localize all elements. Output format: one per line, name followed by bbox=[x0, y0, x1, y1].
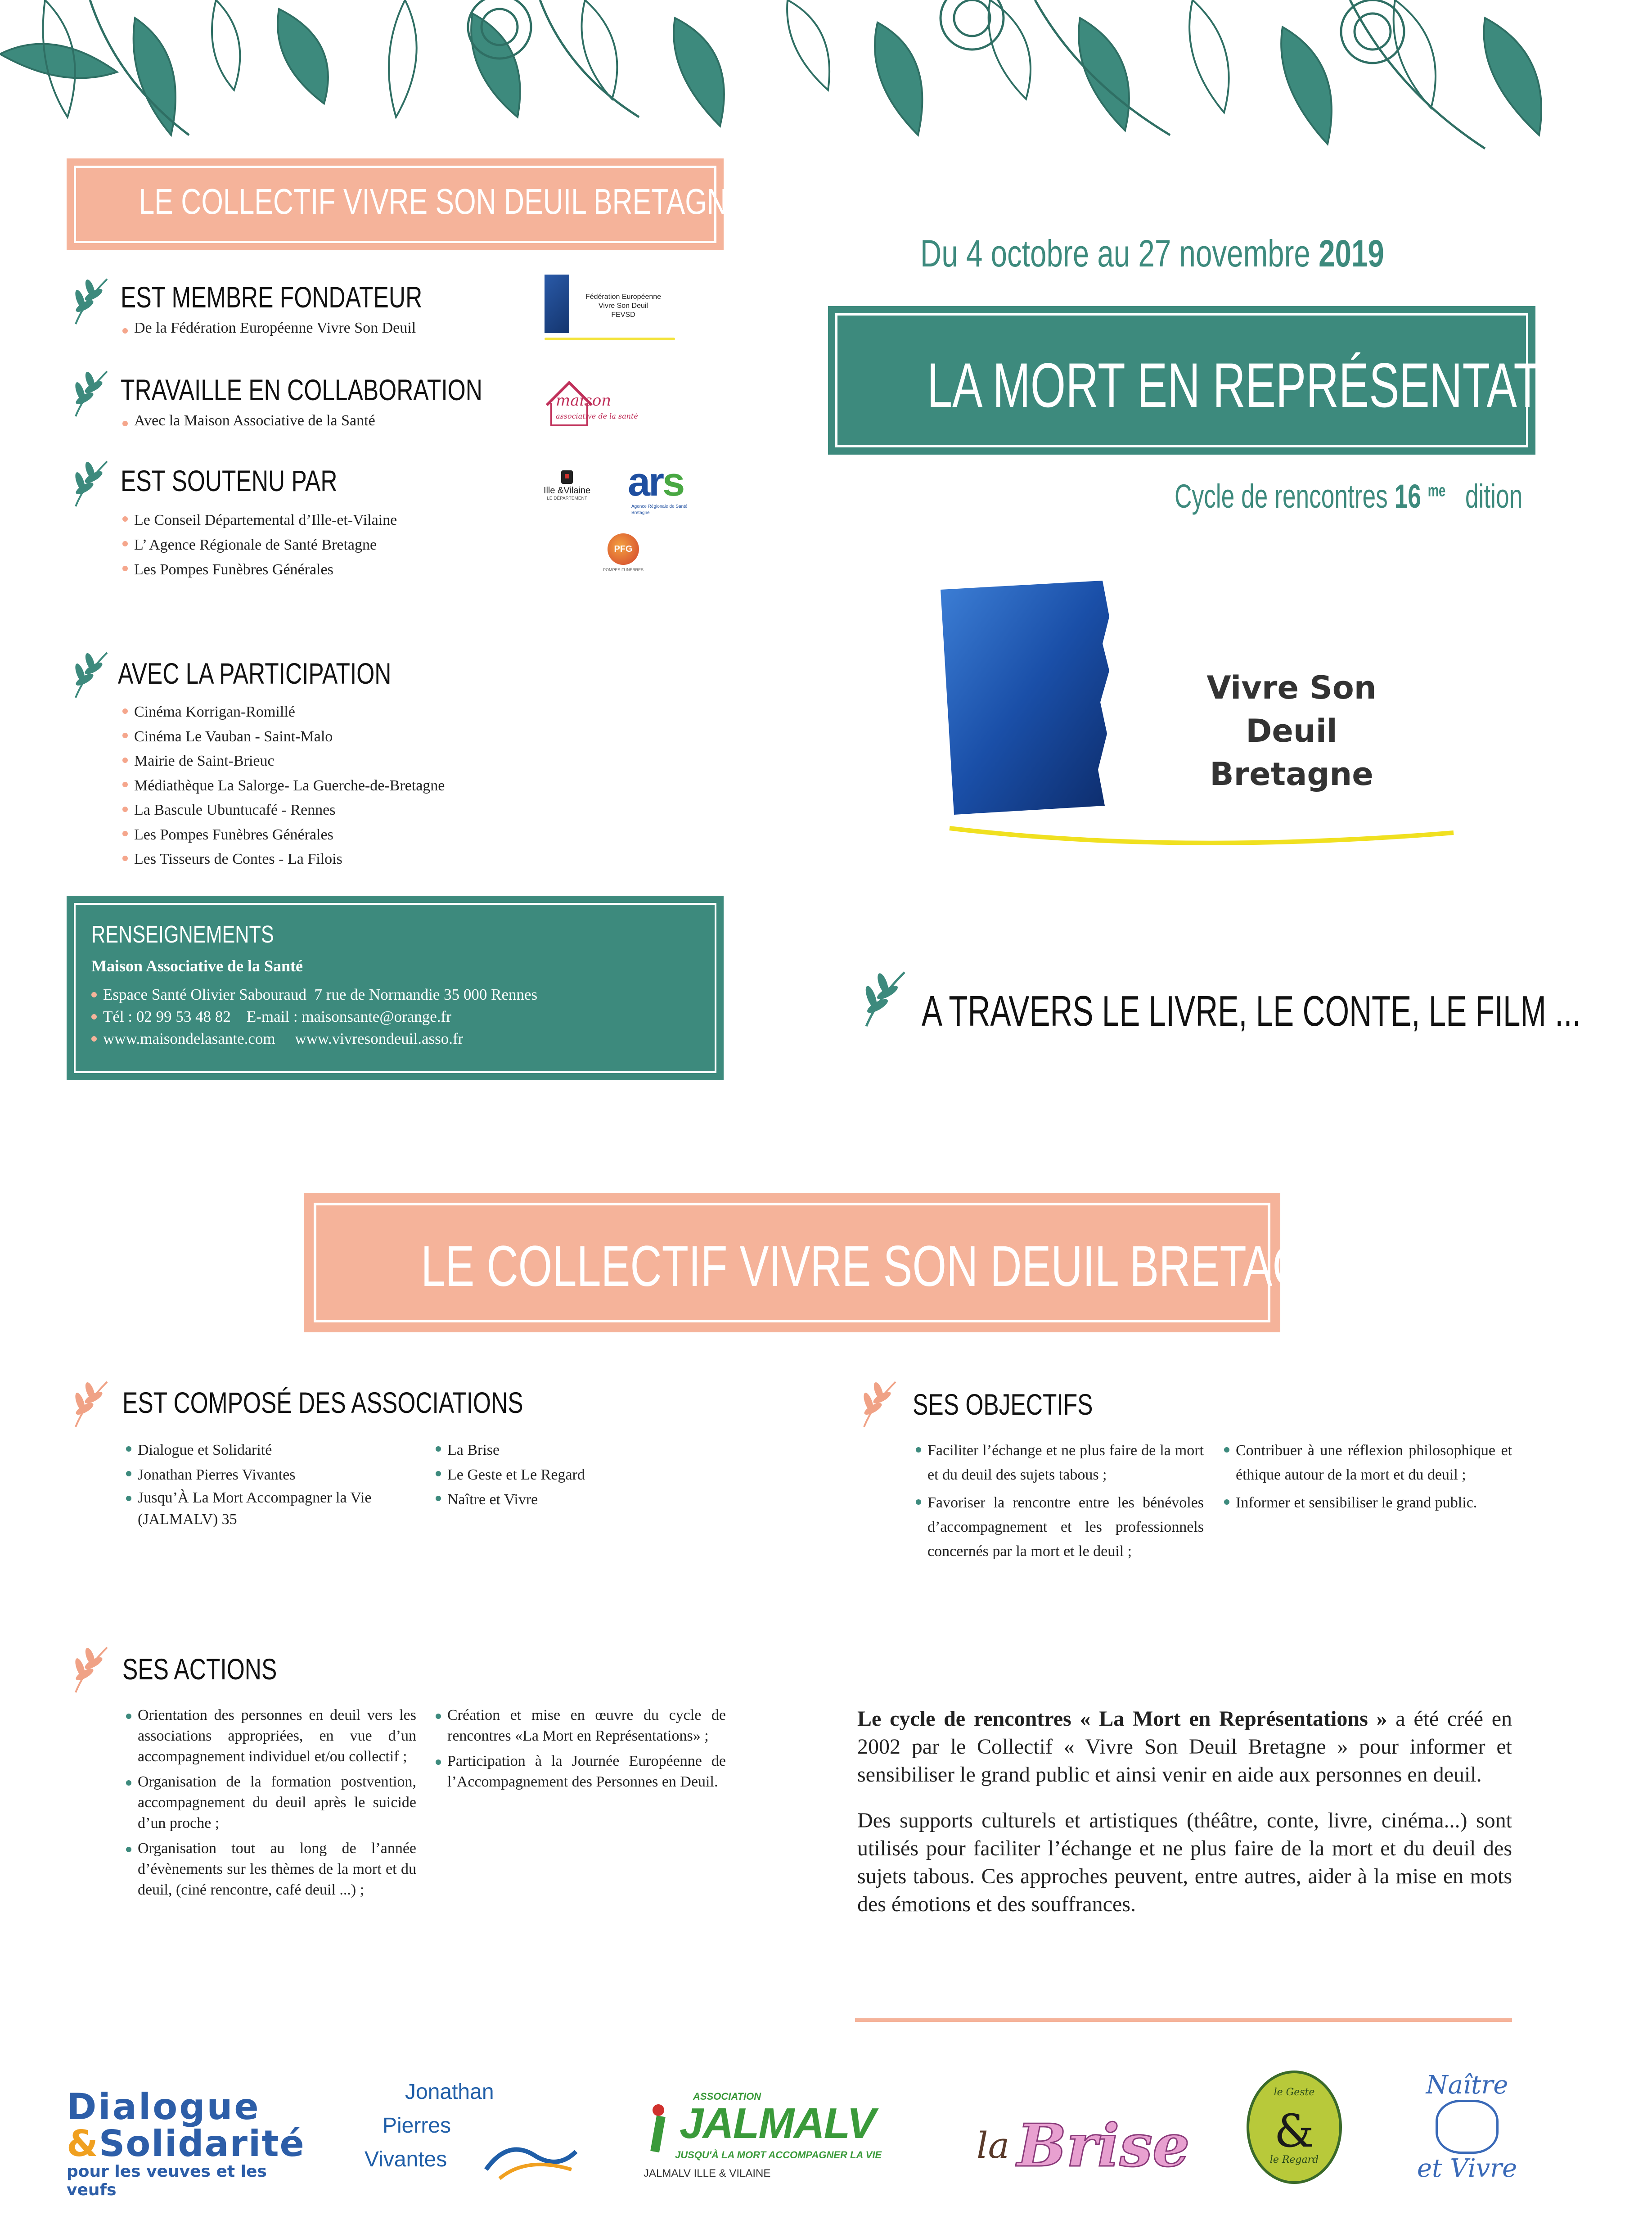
renseignements-box bbox=[67, 896, 724, 1080]
dialogue-line1: Dialogue bbox=[67, 2086, 261, 2128]
list-item: Jonathan Pierres Vivantes bbox=[126, 1462, 423, 1487]
contact-line[interactable]: Tél : 02 99 53 48 82 E-mail : maisonsante@orange.fr bbox=[91, 1006, 537, 1028]
address-line: Espace Santé Olivier Sabouraud 7 rue de Normandie 35 000 Rennes bbox=[91, 983, 537, 1006]
list-item: Dialogue et Solidarité bbox=[126, 1438, 423, 1462]
description-p2: Des supports culturels et artistiques (théâtre, conte, livre, cinéma...) sont utilisés pour faciliter l’échange et ne plus faire de la mort et du deuil des sujets tabous. Ces approches peuvent, entre autres, aider à la mise en mots des émotions et des souffrances. bbox=[857, 1809, 1512, 1916]
jonathan-j: Jonathan bbox=[405, 2080, 494, 2104]
jalmalv-assoc: ASSOCIATION bbox=[693, 2091, 761, 2102]
ille-vilaine-logo bbox=[538, 470, 596, 515]
objectifs-col2 bbox=[1224, 1439, 1512, 1515]
fevsd-logo bbox=[545, 275, 680, 342]
pfg-line1: POMPES FUNÈBRES bbox=[603, 568, 644, 572]
section-heading-collaboration: TRAVAILLE EN COLLABORATION bbox=[121, 373, 482, 406]
list-item: La Brise bbox=[436, 1438, 661, 1462]
maison-line2: associative de la santé bbox=[556, 412, 638, 420]
list-item: Mairie de Saint-Brieuc bbox=[122, 749, 445, 774]
fevsd-line1: Fédération Européenne bbox=[585, 293, 662, 301]
jonathan-v: Vivantes bbox=[365, 2147, 447, 2171]
top-banner-title: LE COLLECTIF VIVRE SON DEUIL BRETAGNE bbox=[139, 181, 746, 221]
middle-banner-title: LE COLLECTIF VIVRE SON DEUIL BRETAGNE bbox=[421, 1234, 1368, 1299]
fevsd-line3: FEVSD bbox=[611, 311, 635, 319]
participation-list bbox=[122, 700, 445, 872]
leaf-icon bbox=[67, 275, 112, 329]
travers-heading: A TRAVERS LE LIVRE, LE CONTE, LE FILM ... bbox=[922, 987, 1581, 1035]
jalmalv-tagline: JUSQU'À LA MORT ACCOMPAGNER LA VIE bbox=[675, 2149, 882, 2161]
main-logo-line2: Bretagne bbox=[1210, 756, 1373, 793]
divider bbox=[855, 2018, 1512, 2022]
section-heading-objectifs: SES OBJECTIFS bbox=[913, 1388, 1093, 1421]
list-item: Faciliter l’échange et ne plus faire de la mort et du deuil des sujets tabous ; bbox=[916, 1439, 1204, 1487]
dialogue-line2: Solidarité bbox=[99, 2123, 305, 2165]
cycle-line bbox=[1175, 477, 1522, 515]
list-item: La Bascule Ubuntucafé - Rennes bbox=[122, 798, 445, 823]
jalmalv-sub: JALMALV ILLE & VILAINE bbox=[644, 2167, 771, 2179]
geste-line2: le Regard bbox=[1269, 2154, 1319, 2165]
website-line[interactable]: www.maisondelasante.com www.vivresondeuil.asso.fr bbox=[91, 1028, 537, 1050]
compose-col2 bbox=[436, 1438, 661, 1512]
section-heading-actions: SES ACTIONS bbox=[122, 1652, 277, 1686]
geste-line1: le Geste bbox=[1274, 2087, 1315, 2098]
section-heading-participation: AVEC LA PARTICIPATION bbox=[118, 657, 392, 690]
event-title: LA MORT EN REPRÉSENTATIONS bbox=[927, 350, 1652, 420]
top-banner bbox=[67, 158, 746, 250]
ars-logo: ars Agence Régionale de Santé Bretagne bbox=[628, 460, 688, 515]
list-item: Naître et Vivre bbox=[436, 1487, 661, 1512]
list-item: Orientation des personnes en deuil vers les associations appropriées, en vue d’un accompagnement individuel et/ou collectif ; bbox=[126, 1705, 416, 1767]
naitre-line2: et Vivre bbox=[1417, 2154, 1517, 2183]
maison-line1: maison bbox=[556, 392, 612, 410]
renseignements-org: Maison Associative de la Santé bbox=[91, 957, 303, 975]
jalmalv-logo bbox=[644, 2091, 914, 2185]
renseignements-heading: RENSEIGNEMENTS bbox=[91, 921, 274, 948]
ille-line1: Ille &Vilaine bbox=[543, 486, 591, 496]
list-item: L’ Agence Régionale de Santé Bretagne bbox=[122, 532, 397, 557]
main-logo-line1: Vivre Son Deuil bbox=[1206, 669, 1377, 749]
section-heading-compose: EST COMPOSÉ DES ASSOCIATIONS bbox=[122, 1386, 523, 1419]
geste-regard-logo: le Geste & le Regard bbox=[1247, 2071, 1346, 2188]
naitre-line1: Naître bbox=[1426, 2071, 1508, 2100]
jalmalv-name: JALMALV bbox=[680, 2099, 875, 2147]
list-item: Les Pompes Funèbres Générales bbox=[122, 823, 445, 848]
compose-col1 bbox=[126, 1438, 423, 1530]
dialogue-logo bbox=[67, 2086, 319, 2199]
fevsd-line2: Vivre Son Deuil bbox=[599, 302, 648, 310]
actions-col2 bbox=[436, 1705, 726, 1792]
list-item: Création et mise en œuvre du cycle de rencontres «La Mort en Représentations» ; bbox=[436, 1705, 726, 1746]
event-dates-prefix: Du 4 octobre au 27 novembre bbox=[920, 232, 1319, 275]
list-item: Avec la Maison Associative de la Santé bbox=[122, 412, 375, 429]
section-heading-fondateur: EST MEMBRE FONDATEUR bbox=[121, 280, 423, 314]
list-item: Informer et sensibiliser le grand public. bbox=[1224, 1491, 1512, 1515]
collaboration-list bbox=[122, 412, 375, 429]
middle-banner bbox=[304, 1193, 1368, 1332]
leaf-icon bbox=[855, 968, 909, 1031]
description-p1-rest: a été créé en 2002 par le Collectif « Vivre Son Deuil Bretagne » pour informer et sensibiliser le grand public et ainsi venir en aide aux personnes en deuil. bbox=[857, 1707, 1512, 1786]
vivre-son-deuil-logo bbox=[932, 581, 1472, 869]
renseignements-list bbox=[91, 983, 537, 1050]
brise-word: Brise bbox=[1017, 2111, 1190, 2180]
list-item: Les Tisseurs de Contes - La Filois bbox=[122, 847, 445, 872]
section-heading-soutenu: EST SOUTENU PAR bbox=[121, 464, 338, 497]
description-p1 bbox=[857, 1705, 1512, 1789]
fondateur-list bbox=[122, 320, 416, 337]
event-year: 2019 bbox=[1319, 232, 1384, 275]
description-lead: Le cycle de rencontres « La Mort en Représentations » bbox=[857, 1707, 1387, 1731]
list-item: Cinéma Korrigan-Romillé bbox=[122, 700, 445, 725]
naitre-vivre-logo bbox=[1413, 2071, 1521, 2192]
leaf-icon bbox=[67, 457, 112, 511]
leaf-icon bbox=[67, 1643, 112, 1697]
cycle-sup: me bbox=[1427, 481, 1446, 501]
list-item: Le Geste et Le Regard bbox=[436, 1462, 661, 1487]
list-item: Cinéma Le Vauban - Saint-Malo bbox=[122, 725, 445, 749]
list-item: Médiathèque La Salorge- La Guerche-de-Bretagne bbox=[122, 774, 445, 798]
objectifs-col1 bbox=[916, 1439, 1204, 1564]
jonathan-logo bbox=[356, 2080, 590, 2192]
cycle-num: 16 bbox=[1394, 478, 1421, 515]
jonathan-p: Pierres bbox=[383, 2114, 451, 2138]
cycle-suffix: dition bbox=[1465, 478, 1523, 515]
list-item: De la Fédération Européenne Vivre Son Deuil bbox=[122, 320, 416, 337]
brise-logo bbox=[977, 2107, 1188, 2188]
ille-line2: LE DÉPARTEMENT bbox=[547, 496, 587, 501]
list-item: Les Pompes Funèbres Générales bbox=[122, 557, 397, 582]
pfg-word: PFG bbox=[614, 544, 633, 554]
maison-logo bbox=[542, 378, 646, 437]
ars-line2: Bretagne bbox=[631, 510, 650, 515]
pfg-logo bbox=[599, 533, 648, 583]
list-item: Le Conseil Départemental d’Ille-et-Vilaine bbox=[122, 508, 397, 532]
actions-col1 bbox=[126, 1705, 416, 1900]
dialogue-tagline: pour les veuves et les veufs bbox=[67, 2162, 267, 2199]
list-item: Organisation tout au long de l’année d’évènements sur les thèmes de la mort et du deuil, (ciné rencontre, café deuil ...) ; bbox=[126, 1838, 416, 1900]
leaf-icon bbox=[67, 648, 112, 702]
soutenu-list bbox=[122, 508, 397, 582]
event-title-box bbox=[828, 306, 1652, 455]
list-item: Jusqu’À La Mort Accompagner la Vie (JALMALV) 35 bbox=[126, 1487, 423, 1530]
leaf-icon bbox=[67, 1377, 112, 1431]
leaf-icon bbox=[67, 367, 112, 421]
list-item: Favoriser la rencontre entre les bénévoles d’accompagnement et les professionnels concernés par la mort et le deuil ; bbox=[916, 1491, 1204, 1564]
list-item: Contribuer à une réflexion philosophique et éthique autour de la mort et du deuil ; bbox=[1224, 1439, 1512, 1487]
dialogue-amp: & bbox=[67, 2123, 99, 2165]
brise-la: la bbox=[977, 2125, 1010, 2166]
leaf-icon bbox=[855, 1377, 900, 1431]
list-item: Participation à la Journée Européenne de l’Accompagnement des Personnes en Deuil. bbox=[436, 1751, 726, 1792]
description bbox=[857, 1705, 1512, 1918]
ars-line1: Agence Régionale de Santé bbox=[631, 504, 688, 509]
event-dates bbox=[920, 232, 1384, 275]
cycle-prefix: Cycle de rencontres bbox=[1175, 478, 1395, 515]
list-item: Organisation de la formation postvention, accompagnement du deuil après le suicide d’un proche ; bbox=[126, 1772, 416, 1834]
